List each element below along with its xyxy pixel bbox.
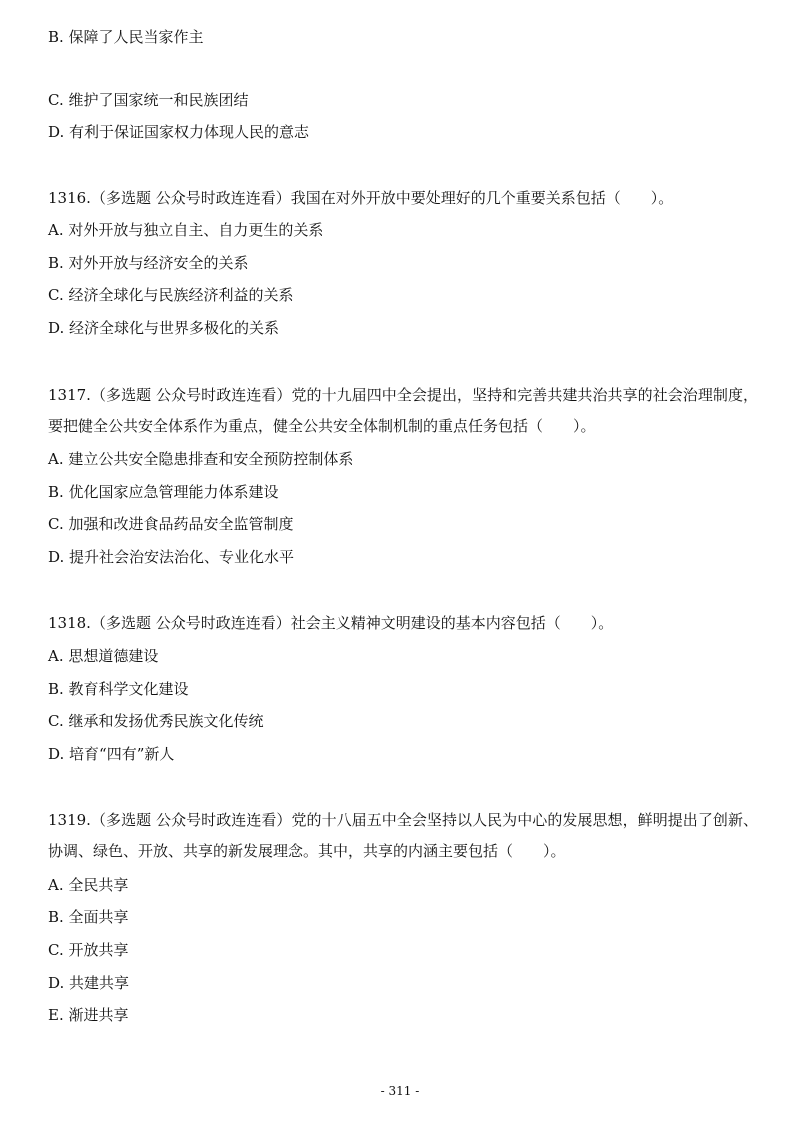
question-1316-stem: 1316.（多选题 公众号时政连连看）我国在对外开放中要处理好的几个重要关系包括（ ）。	[48, 189, 674, 207]
question-1319-option-c: C. 开放共享	[48, 941, 129, 959]
question-1317-stem: 1317.（多选题 公众号时政连连看）党的十九届四中全会提出，坚持和完善共建共治共享的社会治理制度，要把健全公共安全体系作为重点，健全公共安全体制机制的重点任务包括（ ）。	[48, 386, 758, 435]
page-number: - 311 -	[380, 1084, 420, 1098]
question-1319-option-b: B. 全面共享	[48, 908, 129, 926]
question-1317-option-d: D. 提升社会治安法治化、专业化水平	[48, 548, 295, 566]
question-1319-option-a: A. 全民共享	[48, 876, 129, 894]
question-1319-option-d: D. 共建共享	[48, 974, 130, 992]
question-1319-stem: 1319.（多选题 公众号时政连连看）党的十八届五中全会坚持以人民为中心的发展思想，鲜明提出了创新、协调、绿色、开放、共享的新发展理念。其中，共享的内涵主要包括（ ）。	[48, 811, 758, 860]
question-1318-stem: 1318.（多选题 公众号时政连连看）社会主义精神文明建设的基本内容包括（ ）。	[48, 614, 614, 632]
question-1316-option-c: C. 经济全球化与民族经济利益的关系	[48, 286, 294, 304]
question-1318-option-c: C. 继承和发扬优秀民族文化传统	[48, 712, 264, 730]
question-1318-option-b: B. 教育科学文化建设	[48, 680, 189, 698]
question-1316-option-a: A. 对外开放与独立自主、自力更生的关系	[48, 221, 324, 239]
question-1317-option-c: C. 加强和改进食品药品安全监管制度	[48, 515, 294, 533]
option-d-previous: D. 有利于保证国家权力体现人民的意志	[48, 123, 310, 141]
option-c-previous: C. 维护了国家统一和民族团结	[48, 91, 249, 109]
option-b-previous: B. 保障了人民当家作主	[48, 28, 204, 46]
question-1317-option-a: A. 建立公共安全隐患排查和安全预防控制体系	[48, 450, 354, 468]
question-1317-option-b: B. 优化国家应急管理能力体系建设	[48, 483, 279, 501]
question-1316-option-d: D. 经济全球化与世界多极化的关系	[48, 319, 280, 337]
question-1318-option-a: A. 思想道德建设	[48, 647, 159, 665]
question-1318-option-d: D. 培育“四有”新人	[48, 745, 175, 763]
question-1319-option-e: E. 渐进共享	[48, 1006, 129, 1024]
question-1316-option-b: B. 对外开放与经济安全的关系	[48, 254, 249, 272]
